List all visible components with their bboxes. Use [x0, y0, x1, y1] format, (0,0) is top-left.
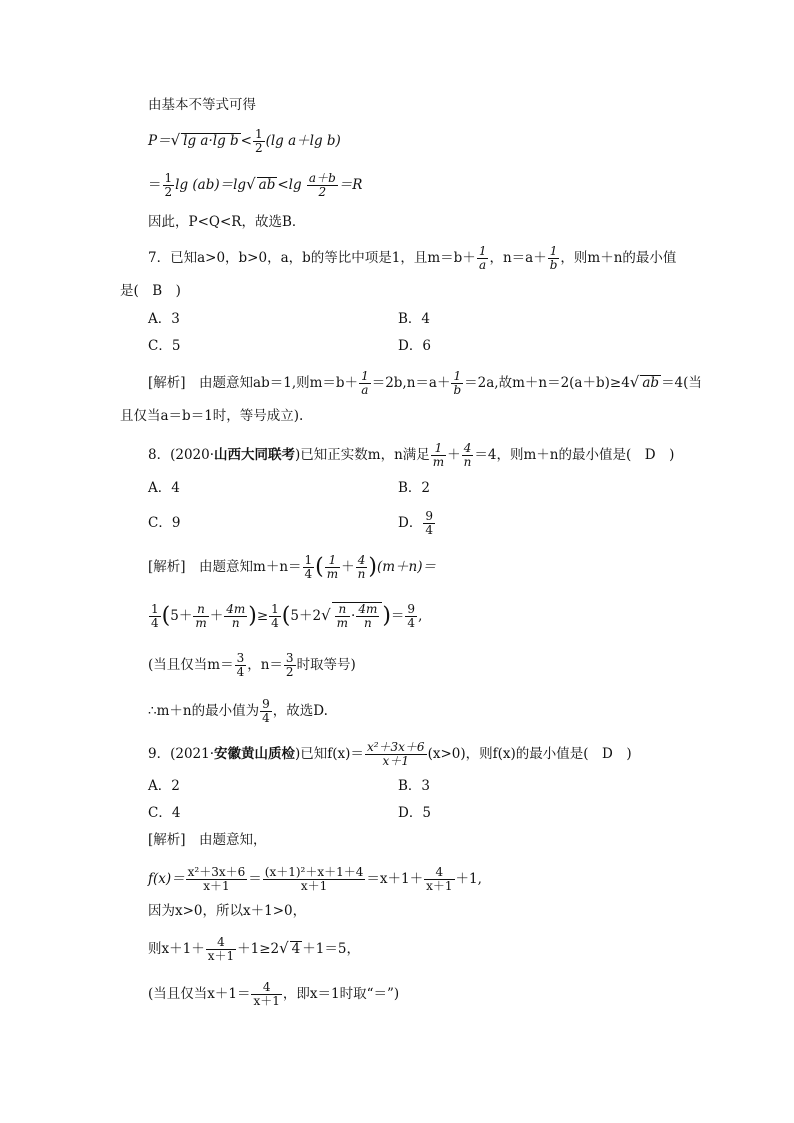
- fraction: $\frac{\text{x²＋3x＋6}}{x+1}$: [366, 740, 425, 768]
- sqrt-sign: √: [279, 939, 289, 957]
- fraction: $\frac{9}{4}$: [425, 509, 433, 537]
- fraction: $\frac{1}{2}$: [164, 171, 173, 199]
- q9-analysis-line3: 因为x>0，所以x＋1>0，: [148, 903, 307, 919]
- fraction: $\frac{\text{x²＋3x＋6}}{x+1}$: [187, 865, 246, 893]
- q7-option-d: D．6: [398, 338, 431, 354]
- sol6-line3: ＝ $\frac{1}{2}$ lg (ab)＝lg√ ab <lg $\frac{a+b}{2}$ ＝R: [148, 171, 363, 199]
- q7-analysis-cont: 且仅当a＝b＝1时，等号成立).: [120, 408, 304, 424]
- q9-option-a: A．2: [148, 778, 180, 794]
- q8-analysis-line3: (当且仅当m＝ $\frac{3}{4}$ ，n＝ $\frac{3}{2}$ 时取等号): [148, 651, 356, 679]
- q9-stem: 9．(2021·安徽黄山质检)已知f(x)＝ $\frac{\text{x²＋3x＋6}}{x+1}$ (x>0)，则f(x)的最小值是( D ): [148, 740, 632, 768]
- q8-analysis-line1: [解析] 由题意知m＋n＝ $\frac{1}{4}$ ( $\frac{1}{m}$ ＋ $\frac{4}{n}$ )(m＋n)＝: [148, 553, 437, 581]
- sol6-line2: P＝√ lg a·lg b < $\frac{1}{2}$ (lg a＋lg b): [148, 127, 341, 155]
- q9-option-b: B．3: [398, 778, 431, 794]
- fraction: $\frac{1}{2}$: [254, 127, 263, 155]
- fraction: $\frac{3}{4}$: [236, 651, 245, 679]
- q9-option-c: C．4: [148, 805, 181, 821]
- q7-stem: 7．已知a>0，b>0，a，b的等比中项是1，且m＝b＋ $\frac{1}{a}$ ，n＝a＋ $\frac{1}{b}$ ，则m＋n的最小值: [148, 244, 677, 272]
- q9-option-d: D．5: [398, 805, 431, 821]
- fraction: $\frac{4m}{n}$: [226, 602, 246, 630]
- fraction: $\frac{1}{b}$: [549, 244, 558, 272]
- fraction: $\frac{9}{4}$: [407, 602, 416, 630]
- sqrt-sign: √: [170, 131, 181, 149]
- fraction: $\frac{n}{m}$: [195, 602, 207, 630]
- q8-option-c: C．9: [148, 515, 181, 531]
- fraction: $\frac{1}{4}$: [271, 602, 279, 630]
- sqrt-sign: √: [246, 175, 256, 193]
- q9-analysis-line4: 则x＋1＋ $\frac{4}{x+1}$ ＋1≥2√ 4 ＋1＝5，: [148, 935, 360, 963]
- q7-analysis: [解析] 由题意知ab＝1,则m＝b＋ $\frac{1}{a}$ ＝2b,n＝a＋ $\frac{1}{b}$ ＝2a,故m＋n＝2(a＋b)≥4√ ab ＝4(当: [148, 369, 702, 397]
- q8-option-a: A．4: [148, 480, 180, 496]
- q9-analysis-line5: (当且仅当x＋1＝ $\frac{4}{x+1}$ ，即x＝1时取“＝”): [148, 980, 400, 1008]
- q8-option-d: D． $\frac{9}{4}$: [398, 509, 433, 537]
- fraction: $\frac{9}{4}$: [262, 697, 270, 725]
- fraction: $\frac{1}{m}$: [432, 441, 445, 469]
- fraction: $\frac{1}{4}$: [304, 553, 313, 581]
- q7-stem-cont: 是( B ): [120, 283, 181, 299]
- q8-analysis-line4: ∴m＋n的最小值为 $\frac{9}{4}$ ，故选D.: [148, 697, 328, 725]
- fraction: $\frac{a+b}{2}$: [308, 171, 336, 199]
- q8-analysis-line2: $\frac{1}{4}$ (5＋ $\frac{n}{m}$ ＋ $\frac{4m}{n}$ )≥ $\frac{1}{4}$ (5＋2√ $\frac{n}{m}$ · $\frac{4m}{n}$ )＝ $\frac{9}{4}$ ,: [151, 602, 423, 630]
- fraction: $\frac{1}{4}$: [151, 602, 159, 630]
- fraction: $\frac{1}{a}$: [361, 369, 369, 397]
- q7-option-b: B．4: [398, 311, 431, 327]
- fraction: $\frac{1}{a}$: [478, 244, 487, 272]
- fraction: $\frac{1}{b}$: [453, 369, 462, 397]
- sol6-line4: 因此，P<Q<R，故选B．: [148, 214, 306, 230]
- sqrt-sign: √: [321, 606, 331, 624]
- fraction: $\frac{4m}{n}$: [358, 602, 378, 630]
- q8-option-b: B．2: [398, 480, 431, 496]
- fraction: $\frac{n}{m}$: [336, 602, 349, 630]
- fraction: $\frac{4}{n}$: [357, 553, 366, 581]
- sqrt-sign: √: [629, 373, 640, 391]
- q7-option-a: A．3: [148, 311, 180, 327]
- fraction: $\frac{\text{(x＋1)²＋x＋1＋4}}{x+1}$: [264, 865, 364, 893]
- fraction: $\frac{4}{n}$: [463, 441, 472, 469]
- fraction: $\frac{4}{x+1}$: [207, 935, 235, 963]
- fraction: $\frac{4}{x+1}$: [426, 865, 453, 893]
- fraction: $\frac{3}{2}$: [285, 651, 294, 679]
- fraction: $\frac{4}{x+1}$: [253, 980, 280, 1008]
- q9-analysis-line1: [解析] 由题意知，: [148, 832, 267, 848]
- q8-stem: 8．(2020·山西大同联考)已知正实数m，n满足 $\frac{1}{m}$ ＋ $\frac{4}{n}$ ＝4，则m＋n的最小值是( D ): [148, 441, 675, 469]
- sol6-line1: 由基本不等式可得: [148, 97, 256, 113]
- q9-analysis-line2: f(x)＝ $\frac{\text{x²＋3x＋6}}{x+1}$ ＝ $\frac{\text{(x＋1)²＋x＋1＋4}}{x+1}$ ＝x＋1＋ $\frac{4}{x+1}$ ＋1,: [148, 865, 482, 893]
- q7-option-c: C．5: [148, 338, 181, 354]
- fraction: $\frac{1}{m}$: [326, 553, 339, 581]
